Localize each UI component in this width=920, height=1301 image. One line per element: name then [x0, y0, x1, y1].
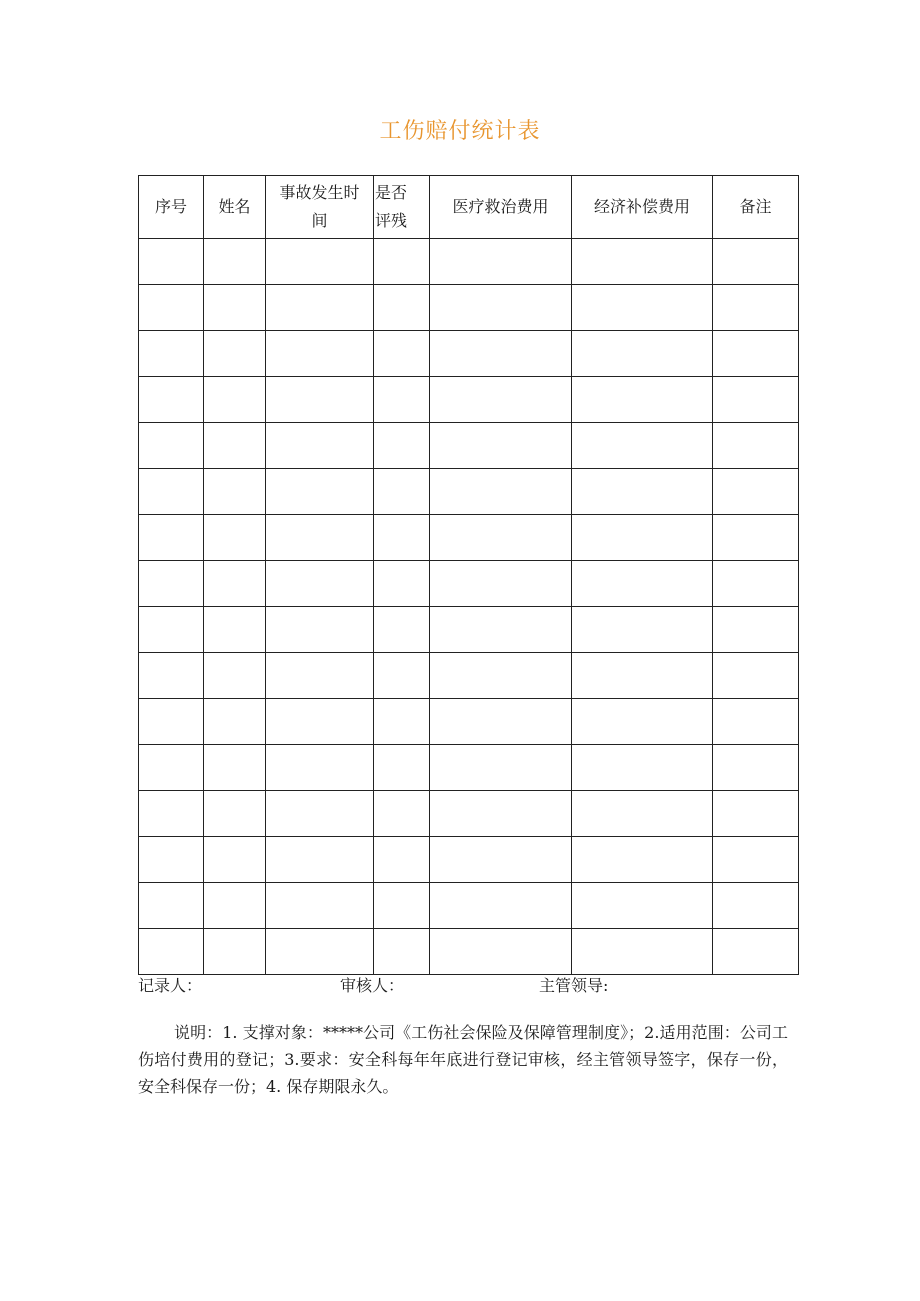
reviewer-label: 审核人： [340, 976, 405, 995]
table-cell[interactable] [204, 423, 266, 469]
table-cell[interactable] [204, 331, 266, 377]
table-cell[interactable] [713, 607, 799, 653]
table-cell[interactable] [139, 837, 204, 883]
table-cell[interactable] [266, 561, 374, 607]
table-cell[interactable] [430, 929, 572, 975]
table-cell[interactable] [713, 929, 799, 975]
header-name: 姓名 [204, 176, 266, 239]
table-cell[interactable] [572, 377, 713, 423]
table-cell[interactable] [139, 653, 204, 699]
header-disability-assessed: 是否 评残 [374, 176, 430, 239]
table-cell[interactable] [430, 791, 572, 837]
table-cell[interactable] [374, 515, 430, 561]
table-cell[interactable] [572, 515, 713, 561]
table-cell[interactable] [139, 423, 204, 469]
table-cell[interactable] [430, 653, 572, 699]
table-cell[interactable] [572, 791, 713, 837]
table-cell[interactable] [430, 883, 572, 929]
table-row [139, 515, 799, 561]
header-compensation-cost: 经济补偿费用 [572, 176, 713, 239]
document-title: 工伤赔付统计表 [379, 119, 541, 144]
table-cell[interactable] [572, 883, 713, 929]
table-cell[interactable] [204, 699, 266, 745]
table-cell[interactable] [430, 285, 572, 331]
table-cell[interactable] [266, 331, 374, 377]
table-cell[interactable] [374, 883, 430, 929]
table-cell[interactable] [572, 653, 713, 699]
recorder-label: 记录人： [138, 976, 203, 995]
table-cell[interactable] [139, 699, 204, 745]
table-row [139, 469, 799, 515]
table-row [139, 331, 799, 377]
table-cell[interactable] [204, 745, 266, 791]
table-cell[interactable] [572, 469, 713, 515]
table-cell[interactable] [266, 515, 374, 561]
table-cell[interactable] [374, 791, 430, 837]
table-cell[interactable] [266, 377, 374, 423]
table-cell[interactable] [713, 423, 799, 469]
table-cell[interactable] [204, 883, 266, 929]
table-cell[interactable] [374, 699, 430, 745]
table-cell[interactable] [266, 791, 374, 837]
table-cell[interactable] [374, 331, 430, 377]
table-cell[interactable] [430, 745, 572, 791]
table-cell[interactable] [266, 285, 374, 331]
table-cell[interactable] [266, 837, 374, 883]
table-row [139, 791, 799, 837]
table-cell[interactable] [374, 239, 430, 285]
table-row [139, 699, 799, 745]
table-cell[interactable] [374, 377, 430, 423]
header-serial-number: 序号 [139, 176, 204, 239]
table-cell[interactable] [572, 285, 713, 331]
table-cell[interactable] [204, 929, 266, 975]
table-cell[interactable] [572, 331, 713, 377]
table-cell[interactable] [572, 929, 713, 975]
table-cell[interactable] [374, 423, 430, 469]
table-cell[interactable] [572, 699, 713, 745]
table-cell[interactable] [713, 883, 799, 929]
table-cell[interactable] [266, 929, 374, 975]
table-cell[interactable] [139, 791, 204, 837]
table-header-row [139, 176, 799, 239]
table-cell[interactable] [204, 239, 266, 285]
table-cell[interactable] [139, 331, 204, 377]
table-cell[interactable] [430, 699, 572, 745]
table-row [139, 745, 799, 791]
table-cell[interactable] [430, 837, 572, 883]
table-cell[interactable] [430, 331, 572, 377]
table-cell[interactable] [430, 469, 572, 515]
table-cell[interactable] [430, 423, 572, 469]
table-cell[interactable] [139, 515, 204, 561]
table-cell[interactable] [713, 699, 799, 745]
table-row [139, 837, 799, 883]
table-cell[interactable] [266, 653, 374, 699]
table-cell[interactable] [139, 883, 204, 929]
table-cell[interactable] [713, 561, 799, 607]
table-cell[interactable] [374, 285, 430, 331]
table-cell[interactable] [713, 791, 799, 837]
table-row [139, 239, 799, 285]
table-body [139, 239, 799, 975]
table-cell[interactable] [374, 469, 430, 515]
table-cell[interactable] [139, 607, 204, 653]
table-cell[interactable] [572, 561, 713, 607]
table-cell[interactable] [204, 791, 266, 837]
table-cell[interactable] [266, 239, 374, 285]
table-cell[interactable] [266, 469, 374, 515]
table-cell[interactable] [139, 469, 204, 515]
table-cell[interactable] [430, 515, 572, 561]
table-cell[interactable] [139, 929, 204, 975]
table-cell[interactable] [572, 837, 713, 883]
table-cell[interactable] [713, 239, 799, 285]
table-cell[interactable] [713, 745, 799, 791]
table-cell[interactable] [374, 653, 430, 699]
table-cell[interactable] [430, 561, 572, 607]
table-cell[interactable] [374, 745, 430, 791]
table-cell[interactable] [204, 837, 266, 883]
table-cell[interactable] [266, 745, 374, 791]
table-cell[interactable] [572, 423, 713, 469]
table-cell[interactable] [139, 745, 204, 791]
compensation-table [138, 175, 799, 975]
table-row [139, 377, 799, 423]
table-cell[interactable] [430, 607, 572, 653]
table-row [139, 285, 799, 331]
table-cell[interactable] [266, 607, 374, 653]
table-cell[interactable] [430, 377, 572, 423]
table-cell[interactable] [204, 515, 266, 561]
table-row [139, 607, 799, 653]
table-cell[interactable] [204, 607, 266, 653]
table-cell[interactable] [204, 285, 266, 331]
table-row [139, 653, 799, 699]
table-cell[interactable] [713, 469, 799, 515]
table-cell[interactable] [713, 377, 799, 423]
table-row [139, 883, 799, 929]
table-cell[interactable] [204, 469, 266, 515]
table-cell[interactable] [713, 285, 799, 331]
table-cell[interactable] [139, 377, 204, 423]
table-cell[interactable] [139, 285, 204, 331]
table-cell[interactable] [139, 561, 204, 607]
table-cell[interactable] [713, 331, 799, 377]
header-medical-cost: 医疗救治费用 [430, 176, 572, 239]
header-remarks: 备注 [713, 176, 799, 239]
table-cell[interactable] [572, 607, 713, 653]
table-cell[interactable] [266, 883, 374, 929]
signature-line [138, 973, 798, 997]
table-cell[interactable] [204, 377, 266, 423]
explanation-note: 说明：1. 支撑对象：*****公司《工伤社会保险及保障管理制度》；2.适用范围：公司工伤培付费用的登记；3.要求：安全科每年年底进行登记审核，经主管领导签字，保存一份，安全科保存一份；4. 保存期限永久。 [138, 1023, 788, 1096]
table-cell[interactable] [374, 837, 430, 883]
table-row [139, 929, 799, 975]
table-cell[interactable] [572, 239, 713, 285]
table-cell[interactable] [713, 837, 799, 883]
table-cell[interactable] [204, 653, 266, 699]
table-cell[interactable] [204, 561, 266, 607]
supervisor-label: 主管领导: [539, 976, 609, 995]
table-cell[interactable] [374, 929, 430, 975]
table-cell[interactable] [374, 607, 430, 653]
table-cell[interactable] [266, 423, 374, 469]
table-cell[interactable] [713, 515, 799, 561]
table-cell[interactable] [572, 745, 713, 791]
table-cell[interactable] [430, 239, 572, 285]
table-cell[interactable] [266, 699, 374, 745]
table-row [139, 561, 799, 607]
table-cell[interactable] [374, 561, 430, 607]
table-row [139, 423, 799, 469]
header-accident-time: 事故发生时 间 [266, 176, 374, 239]
table-cell[interactable] [139, 239, 204, 285]
table-cell[interactable] [713, 653, 799, 699]
